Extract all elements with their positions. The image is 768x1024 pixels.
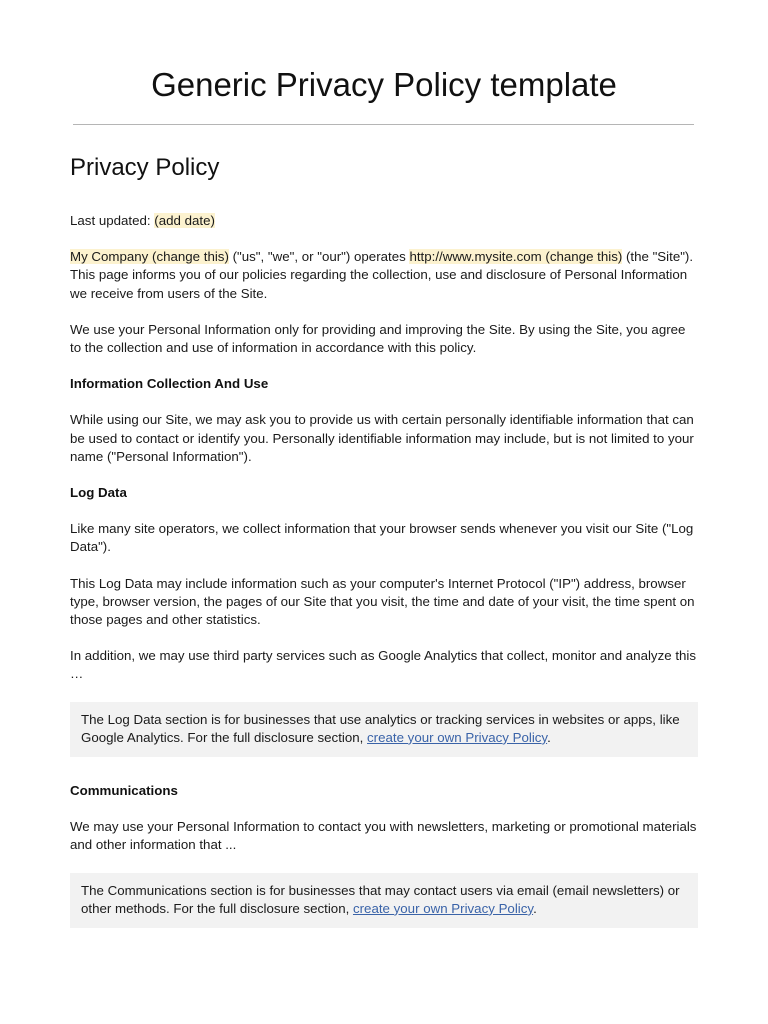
title-divider bbox=[73, 124, 694, 125]
intro-paragraph bbox=[70, 248, 698, 303]
info-collection-heading: Information Collection And Use bbox=[70, 376, 269, 392]
last-updated-value: (add date) bbox=[154, 213, 215, 228]
usage-paragraph: We use your Personal Information only for providing and improving the Site. By using the Site, you agree to the collection and use of information in accordance with this policy. bbox=[70, 321, 686, 356]
communications-create-policy-link[interactable]: create your own Privacy Policy bbox=[352, 900, 534, 916]
communications-note-end: . bbox=[533, 900, 537, 916]
communications-note-text: The Communications section is for businesses that may contact users via email (email newsletters) or other methods. For the full disclosure section, bbox=[81, 882, 680, 916]
last-updated-line bbox=[70, 212, 698, 230]
last-updated-label: Last updated: bbox=[70, 213, 155, 228]
communications-paragraph: We may use your Personal Information to contact you with newsletters, marketing or promotional materials and other information that ... bbox=[70, 819, 697, 853]
document-title: Generic Privacy Policy template bbox=[151, 66, 617, 103]
log-data-heading: Log Data bbox=[70, 485, 127, 501]
log-data-paragraph-1: Like many site operators, we collect information that your browser sends whenever you visit our Site ("Log Data"). bbox=[70, 521, 694, 555]
policy-heading: Privacy Policy bbox=[70, 154, 220, 181]
log-data-paragraph-3: In addition, we may use third party services such as Google Analytics that collect, monitor and analyze this … bbox=[70, 648, 697, 682]
info-collection-paragraph: While using our Site, we may ask you to provide us with certain personally identifiable information that can be used to contact or identify you. Personally identifiable information may include, but is not limited to your name ("Personal Information"). bbox=[70, 412, 694, 464]
log-data-create-policy-link[interactable]: create your own Privacy Policy bbox=[367, 729, 548, 745]
intro-text-1: ("us", "we", or "our") operates bbox=[228, 249, 410, 265]
log-data-note bbox=[70, 702, 698, 757]
log-data-note-end: . bbox=[547, 729, 551, 745]
site-placeholder: http://www.mysite.com (change this) bbox=[409, 249, 623, 265]
company-placeholder: My Company (change this) bbox=[70, 249, 229, 265]
document-body bbox=[70, 152, 698, 946]
log-data-paragraph-2: This Log Data may include information such as your computer's Internet Protocol ("IP") address, browser type, browser version, the pages of our Site that you visit, the time and date of your visit, the time spent on those pages and other statistics. bbox=[70, 575, 695, 628]
communications-heading: Communications bbox=[70, 783, 178, 799]
intro-text-2: (the "Site"). This page informs you of our policies regarding the collection, use and disclosure of Personal Information we receive from users of the Site. bbox=[70, 249, 694, 301]
log-data-note-text: The Log Data section is for businesses that use analytics or tracking services in websites or apps, like Google Analytics. For the full disclosure section, bbox=[81, 711, 680, 745]
communications-note bbox=[70, 873, 698, 928]
